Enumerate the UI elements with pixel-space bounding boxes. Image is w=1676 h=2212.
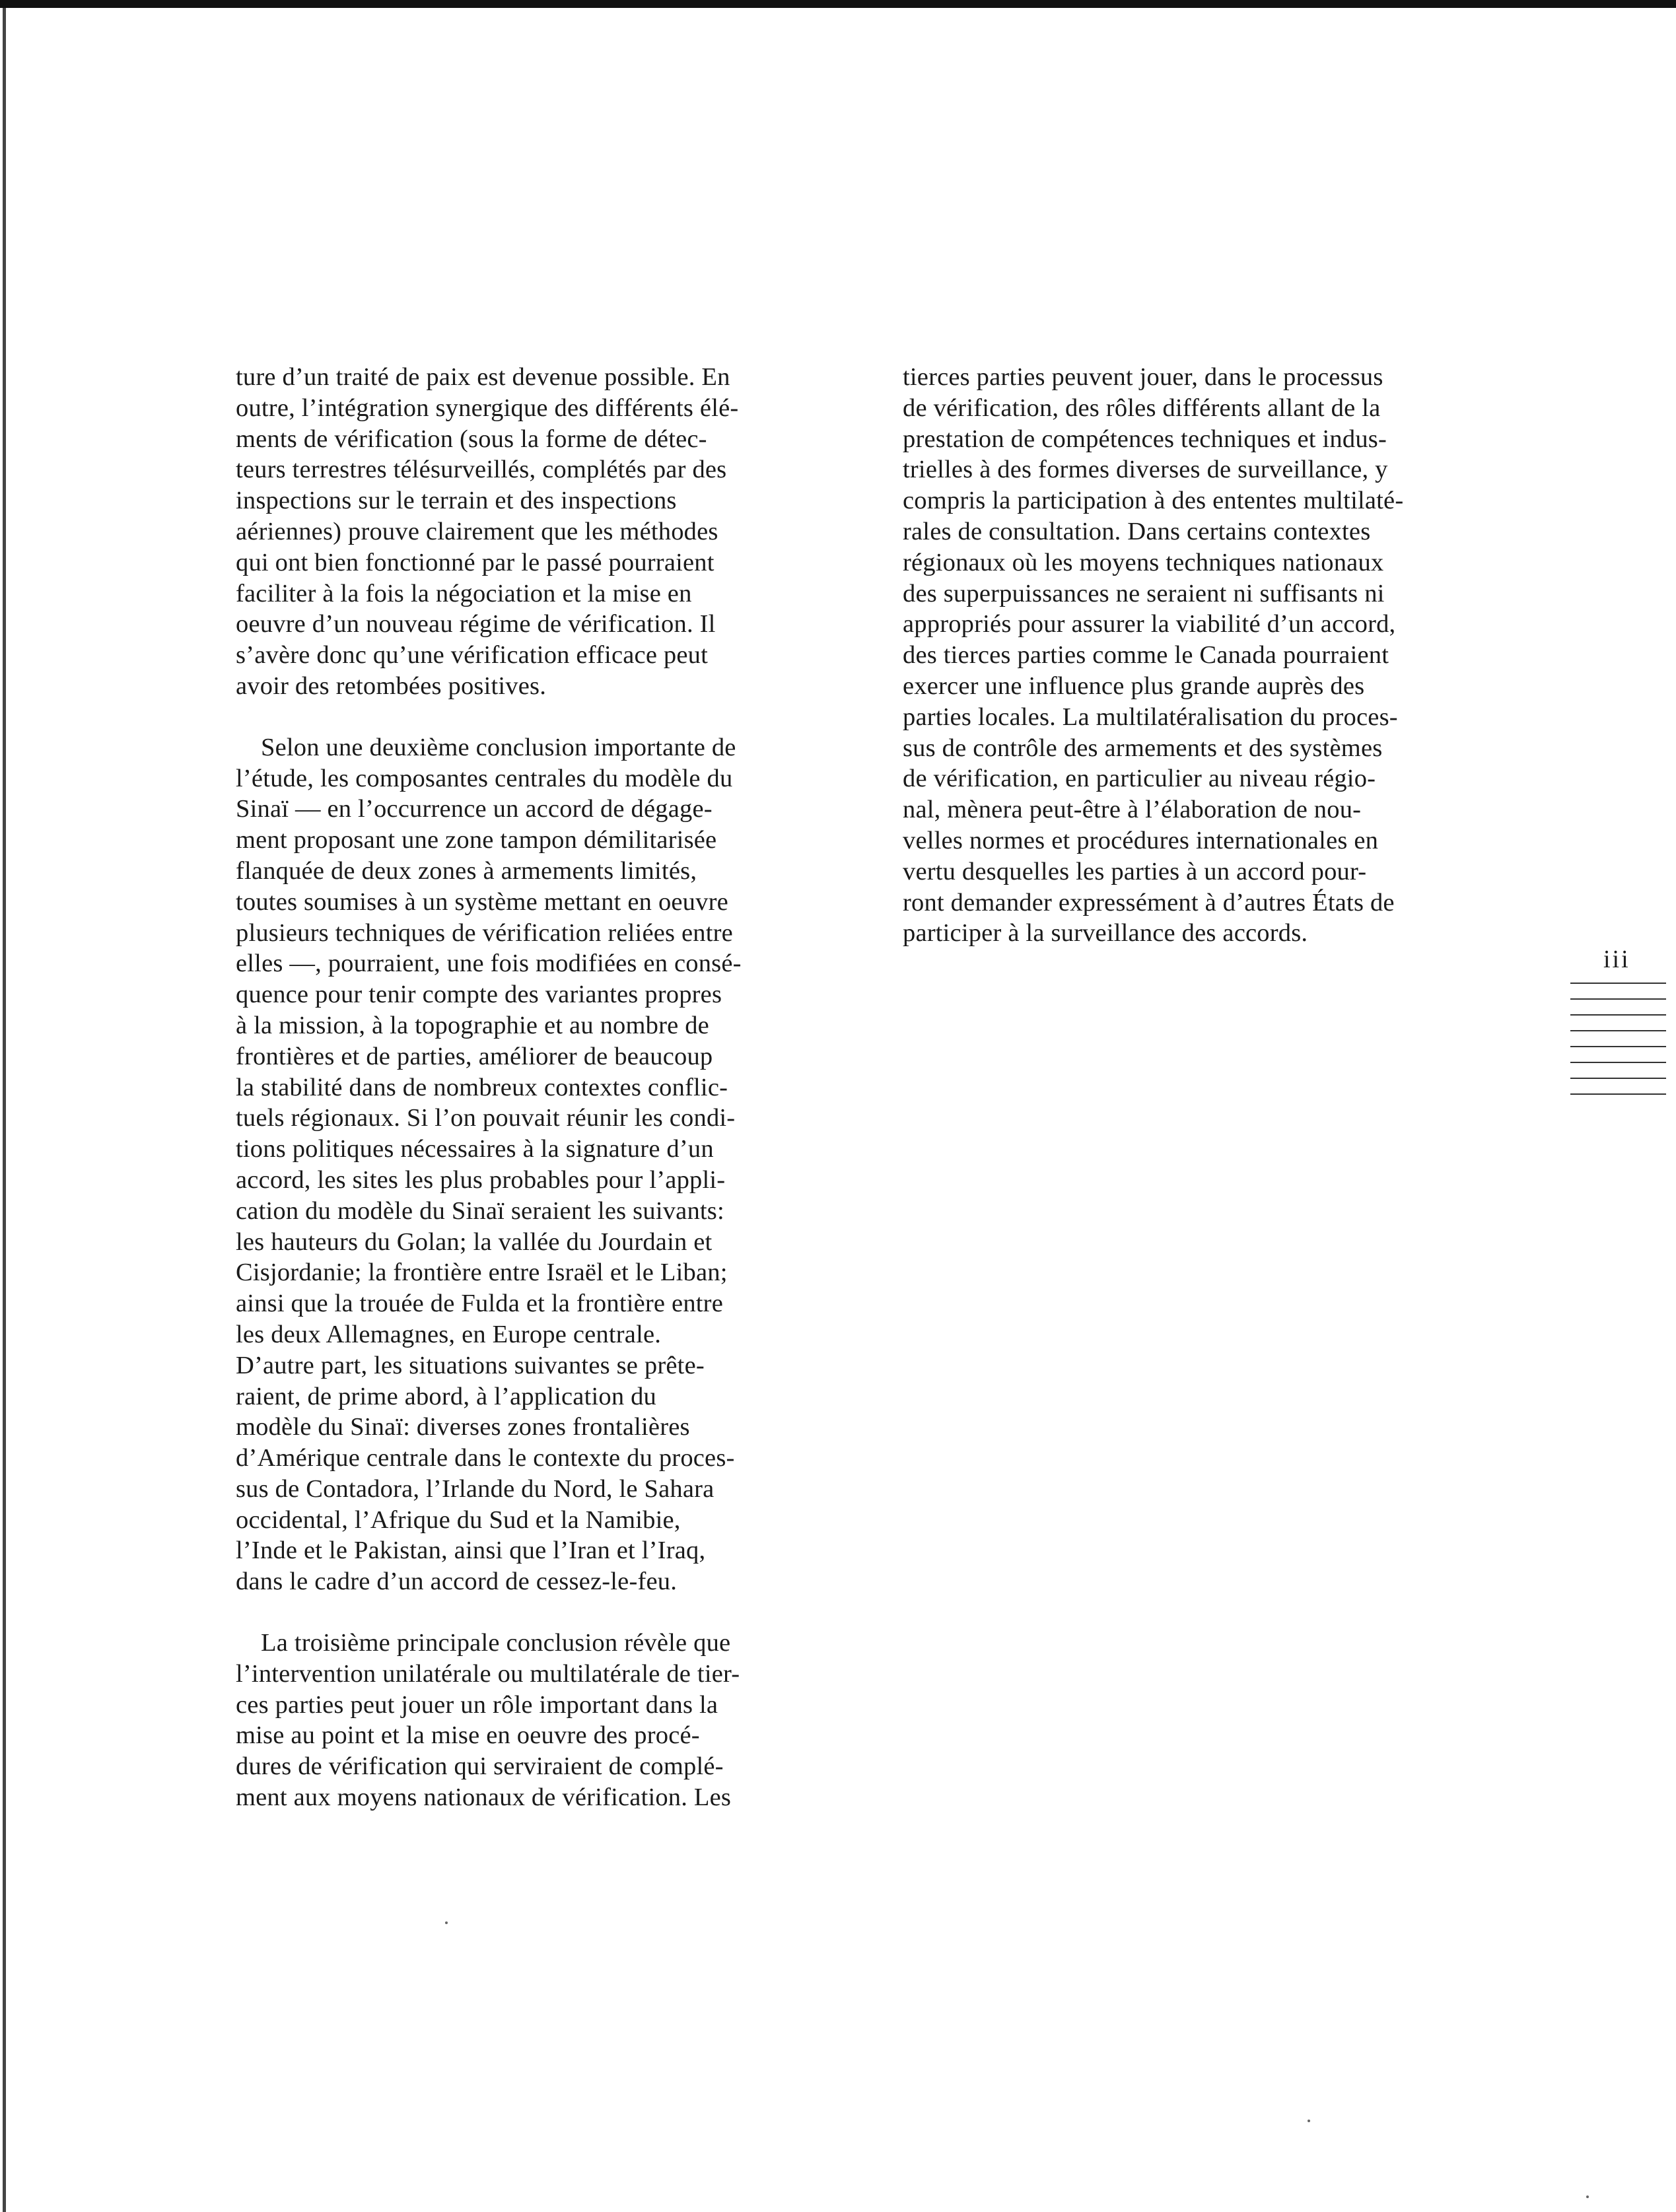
text-line: raient, de prime abord, à l’application du xyxy=(236,1382,656,1410)
text-line: les hauteurs du Golan; la vallée du Jourdain et xyxy=(236,1227,713,1256)
text-line: trielles à des formes diverses de surveillance, y xyxy=(903,456,1388,484)
text-line: ment proposant une zone tampon démilitarisée xyxy=(236,826,717,854)
text-line: Selon une deuxième conclusion importante de xyxy=(261,733,736,761)
text-line: parties locales. La multilatéralisation du proces- xyxy=(903,703,1398,731)
scan-speck xyxy=(1308,2120,1310,2122)
text-line: l’intervention unilatérale ou multilatérale de tier- xyxy=(236,1659,740,1688)
text-line: appropriés pour assurer la viabilité d’un accord, xyxy=(903,610,1396,639)
text-line: flanquée de deux zones à armements limités, xyxy=(236,856,697,885)
margin-rule xyxy=(1570,998,1666,1000)
text-line: dans le cadre d’un accord de cessez-le-feu. xyxy=(236,1568,678,1596)
text-line: prestation de compétences techniques et indus- xyxy=(903,425,1387,453)
page-number: iii xyxy=(1603,946,1630,973)
text-line: Sinaï — en l’occurrence un accord de dégage- xyxy=(236,795,713,823)
text-line: aériennes) prouve clairement que les méthodes xyxy=(236,517,718,545)
text-line: ments de vérification (sous la forme de détec- xyxy=(236,425,707,453)
text-line: l’Inde et le Pakistan, ainsi que l’Iran et l’Iraq, xyxy=(236,1537,706,1565)
text-line: plusieurs techniques de vérification reliées entre xyxy=(236,918,733,947)
margin-rule xyxy=(1570,1078,1666,1079)
right-text-column xyxy=(903,362,1510,949)
text-line: La troisième principale conclusion révèle que xyxy=(261,1629,731,1657)
paragraph-gap xyxy=(236,1597,853,1628)
text-line: sus de Contadora, l’Irlande du Nord, le Sahara xyxy=(236,1474,715,1503)
paragraph-gap xyxy=(236,702,853,732)
text-line: ainsi que la trouée de Fulda et la frontière entre xyxy=(236,1290,723,1318)
scan-speck xyxy=(445,1921,448,1924)
text-line: ces parties peut jouer un rôle important dans la xyxy=(236,1690,718,1719)
text-line: outre, l’intégration synergique des différents élé- xyxy=(236,394,739,422)
text-line: occidental, l’Afrique du Sud et la Namibie, xyxy=(236,1505,681,1534)
text-line: modèle du Sinaï: diverses zones frontalières xyxy=(236,1413,690,1441)
margin-rule xyxy=(1570,1030,1666,1031)
text-line: velles normes et procédures internationales en xyxy=(903,826,1379,854)
text-line: s’avère donc qu’une vérification efficace peut xyxy=(236,641,709,670)
text-line: Cisjordanie; la frontière entre Israël et le Liban; xyxy=(236,1259,728,1287)
text-line: de vérification, en particulier au niveau régio- xyxy=(903,765,1376,793)
margin-rule-stack xyxy=(1570,983,1666,1109)
margin-rule xyxy=(1570,1093,1666,1095)
text-line: teurs terrestres télésurveillés, complétés par des xyxy=(236,456,727,484)
left-text-column xyxy=(236,362,853,1813)
text-line: d’Amérique centrale dans le contexte du proces- xyxy=(236,1444,735,1472)
text-line: frontières et de parties, améliorer de beaucoup xyxy=(236,1042,713,1070)
text-line: ront demander expressément à d’autres États de xyxy=(903,888,1395,916)
text-line: oeuvre d’un nouveau régime de vérification. Il xyxy=(236,610,716,639)
text-line: régionaux où les moyens techniques nationaux xyxy=(903,548,1384,576)
text-line: tuels régionaux. Si l’on pouvait réunir les condi- xyxy=(236,1104,736,1132)
text-line: toutes soumises à un système mettant en oeuvre xyxy=(236,887,728,916)
margin-rule xyxy=(1570,983,1666,984)
text-line: mise au point et la mise en oeuvre des procé- xyxy=(236,1721,700,1750)
margin-rule xyxy=(1570,1046,1666,1047)
text-line: accord, les sites les plus probables pour l’appli- xyxy=(236,1165,726,1194)
text-line: la stabilité dans de nombreux contextes conflic- xyxy=(236,1073,728,1101)
text-line: à la mission, à la topographie et au nombre de xyxy=(236,1011,709,1039)
text-line: les deux Allemagnes, en Europe centrale. xyxy=(236,1320,662,1348)
text-line: elles —, pourraient, une fois modifiées en consé- xyxy=(236,950,742,978)
text-line: rales de consultation. Dans certains contextes xyxy=(903,517,1371,545)
text-line: l’étude, les composantes centrales du modèle du xyxy=(236,764,733,792)
text-line: des superpuissances ne seraient ni suffisants ni xyxy=(903,579,1385,607)
text-line: compris la participation à des ententes multilaté- xyxy=(903,487,1404,515)
margin-rule xyxy=(1570,1062,1666,1063)
left-edge-rule xyxy=(3,8,6,2212)
text-line: participer à la surveillance des accords. xyxy=(903,919,1308,948)
text-line: D’autre part, les situations suivantes se prête- xyxy=(236,1351,705,1379)
text-line: de vérification, des rôles différents allant de la xyxy=(903,394,1381,422)
margin-rule xyxy=(1570,1014,1666,1016)
text-line: qui ont bien fonctionné par le passé pourraient xyxy=(236,548,715,576)
text-line: tierces parties peuvent jouer, dans le processus xyxy=(903,363,1383,391)
text-line: quence pour tenir compte des variantes propres xyxy=(236,981,722,1009)
scan-speck xyxy=(1586,2195,1589,2198)
text-line: avoir des retombées positives. xyxy=(236,672,547,700)
text-line: inspections sur le terrain et des inspections xyxy=(236,487,677,515)
text-line: tions politiques nécessaires à la signature d’un xyxy=(236,1135,714,1163)
text-line: exercer une influence plus grande auprès des xyxy=(903,672,1365,700)
text-line: nal, mènera peut-être à l’élaboration de nou- xyxy=(903,796,1362,824)
text-line: ture d’un traité de paix est devenue possible. En xyxy=(236,363,730,391)
text-line: cation du modèle du Sinaï seraient les suivants: xyxy=(236,1196,724,1225)
text-line: dures de vérification qui serviraient de complé- xyxy=(236,1752,724,1781)
text-line: sus de contrôle des armements et des systèmes xyxy=(903,734,1383,762)
top-edge-rule xyxy=(0,0,1676,8)
text-line: vertu desquelles les parties à un accord pour- xyxy=(903,857,1367,885)
text-line: faciliter à la fois la négociation et la mise en xyxy=(236,579,692,607)
text-line: ment aux moyens nationaux de vérification. Les xyxy=(236,1783,732,1812)
text-line: des tierces parties comme le Canada pourraient xyxy=(903,641,1389,670)
